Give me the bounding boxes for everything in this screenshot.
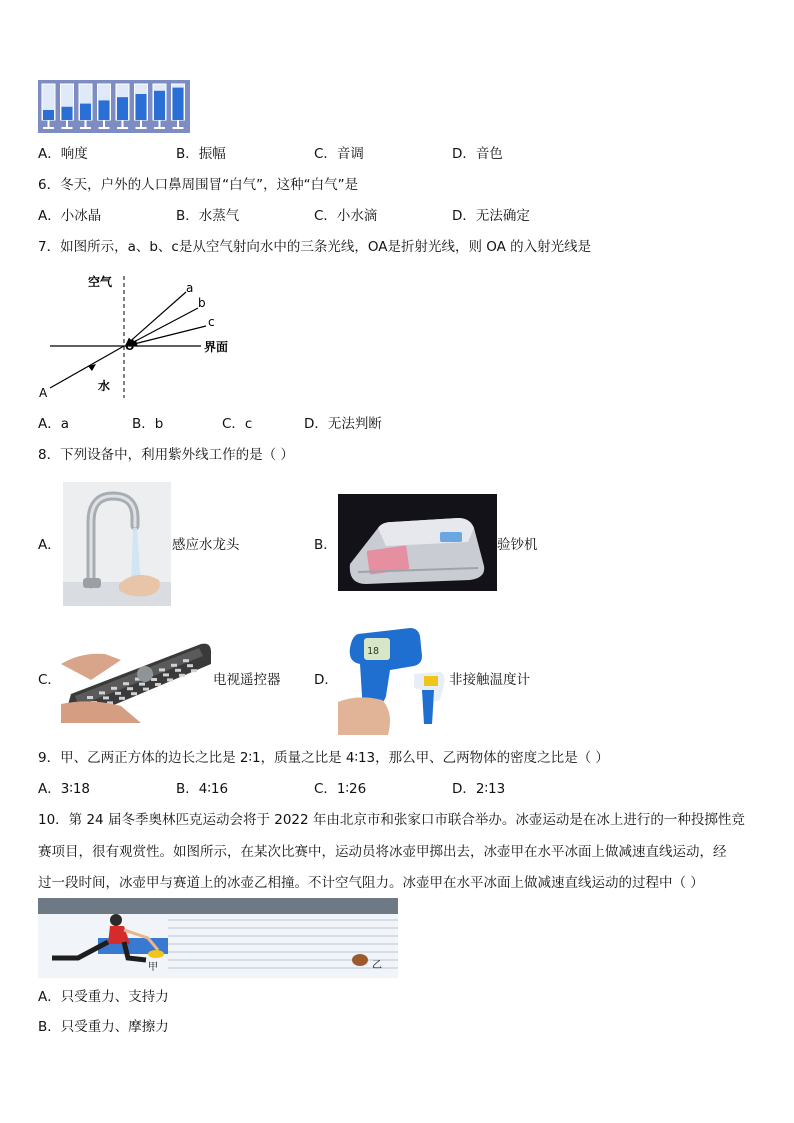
q5-option-a[interactable]: A．响度: [38, 146, 88, 162]
remote-key: [131, 692, 137, 695]
q8-stem: 8．下列设备中，利用紫外线工作的是（ ）: [38, 447, 294, 463]
air-label: 空气: [88, 275, 113, 289]
remote-key: [87, 696, 93, 699]
remote-key: [171, 664, 177, 667]
remote-key: [191, 669, 197, 672]
q10-option-b[interactable]: B．只受重力、摩擦力: [38, 1019, 169, 1035]
glass-water: [62, 107, 73, 120]
q8-option-b-caption: 验钞机: [497, 537, 538, 553]
q9-option-a[interactable]: A．3∶18: [38, 781, 91, 797]
ray-b: [128, 308, 198, 345]
remote-key: [155, 683, 161, 686]
glass-stem: [85, 120, 87, 128]
q8-option-b-letter[interactable]: B．: [314, 537, 337, 553]
glass-base: [80, 127, 91, 129]
glass-stem: [103, 120, 105, 128]
q6-option-c[interactable]: C．小水滴: [314, 208, 378, 224]
q7-option-d[interactable]: D．无法判断: [304, 416, 382, 432]
interface-label: 界面: [204, 340, 229, 354]
glass-base: [117, 127, 128, 129]
remote-key: [143, 688, 149, 691]
glass-water: [43, 110, 54, 120]
q6-option-a[interactable]: A．小冰晶: [38, 208, 102, 224]
stone-yi-label: 乙: [372, 960, 382, 971]
glass-stem: [140, 120, 142, 128]
q10-stem-line-2: 赛项目，很有观赏性。如图所示，在某次比赛中，运动员将冰壶甲掷出去，冰壶甲在水平冰面上做减速直线运动，经: [38, 844, 727, 860]
glass-base: [173, 127, 184, 129]
remote-key: [179, 674, 185, 677]
q5-option-c[interactable]: C．音调: [314, 146, 364, 162]
remote-key: [99, 691, 105, 694]
glass-water: [154, 91, 165, 120]
curling-image: [38, 898, 398, 978]
q7-option-c[interactable]: C．c: [222, 416, 253, 432]
ray-c-label: c: [208, 315, 215, 329]
q8-option-a-caption: 感应水龙头: [172, 537, 240, 553]
glass-water: [136, 94, 147, 120]
glass-water: [117, 97, 128, 120]
remote-key: [119, 697, 125, 700]
q10-stem-line-1: 10．第 24 届冬季奥林匹克运动会将于 2022 年由北京市和张家口市联合举办。冰壶运动是在冰上进行的一种投掷性竞: [38, 812, 745, 828]
remote-key: [187, 664, 193, 667]
glass-base: [43, 127, 54, 129]
q10-option-a[interactable]: A．只受重力、支持力: [38, 989, 169, 1005]
glass-stem: [66, 120, 68, 128]
glass-base: [99, 127, 110, 129]
refracted-ray: [50, 346, 124, 388]
glass-stem: [48, 120, 50, 128]
q5-option-b[interactable]: B．振幅: [176, 146, 226, 162]
glass-base: [62, 127, 73, 129]
glass-stem: [122, 120, 124, 128]
q6-option-b[interactable]: B．水蒸气: [176, 208, 240, 224]
glass-water: [80, 104, 91, 120]
svg-text:18: 18: [367, 646, 380, 657]
glasses-of-water-image: [38, 80, 190, 133]
q9-stem: 9．甲、乙两正方体的边长之比是 2∶1，质量之比是 4∶13，那么甲、乙两物体的密度之比是（ ）: [38, 750, 609, 766]
glass-base: [154, 127, 165, 129]
water-label: 水: [98, 379, 111, 393]
q8-option-c-letter[interactable]: C．: [38, 672, 61, 688]
q6-option-d[interactable]: D．无法确定: [452, 208, 530, 224]
refraction-svg: [36, 270, 246, 402]
origin-label: O: [125, 340, 135, 353]
q9-option-b[interactable]: B．4∶16: [176, 781, 229, 797]
q7-stem: 7．如图所示，a、b、c是从空气射向水中的三条光线，OA是折射光线，则 OA 的入射光线是: [38, 239, 592, 255]
currency-detector-image: [338, 494, 497, 591]
glass-water: [173, 88, 184, 120]
q8-option-d-letter[interactable]: D．: [314, 672, 338, 688]
q8-option-a-letter[interactable]: A．: [38, 537, 61, 553]
glass-stem: [177, 120, 179, 128]
remote-key: [183, 659, 189, 662]
remote-key: [103, 696, 109, 699]
remote-key: [175, 669, 181, 672]
remote-key: [123, 682, 129, 685]
sensor-faucet-image: [63, 482, 171, 606]
remote-key: [167, 678, 173, 681]
refracted-ray-label: A: [39, 386, 48, 400]
remote-key: [115, 692, 121, 695]
ray-c: [130, 326, 206, 345]
q8-option-c-caption: 电视遥控器: [213, 672, 281, 688]
remote-key: [139, 683, 145, 686]
q7-option-a[interactable]: A．a: [38, 416, 70, 432]
remote-key: [111, 687, 117, 690]
ray-a-label: a: [186, 281, 194, 295]
tv-remote-image: [61, 634, 213, 723]
glass-water: [99, 100, 110, 120]
q5-option-d[interactable]: D．音色: [452, 146, 503, 162]
q8-option-d-caption: 非接触温度计: [449, 672, 530, 688]
refraction-diagram: [36, 270, 246, 402]
remote-key: [163, 673, 169, 676]
ray-b-label: b: [198, 296, 206, 310]
remote-key: [127, 687, 133, 690]
q9-option-d[interactable]: D．2∶13: [452, 781, 506, 797]
q9-option-c[interactable]: C．1∶26: [314, 781, 367, 797]
glass-base: [136, 127, 147, 129]
remote-key: [159, 668, 165, 671]
infrared-thermometer-image: [338, 624, 449, 735]
q6-stem: 6．冬天，户外的人口鼻周围冒“白气”，这种“白气”是: [38, 177, 359, 193]
q10-stem-line-3: 过一段时间，冰壶甲与赛道上的冰壶乙相撞。不计空气阻力。冰壶甲在水平冰面上做减速直线运动的过程中（ ）: [38, 875, 704, 891]
stone-jia-label: 甲: [148, 962, 158, 973]
glass-stem: [159, 120, 161, 128]
q7-option-b[interactable]: B．b: [132, 416, 164, 432]
remote-key: [151, 678, 157, 681]
glasses-svg: [38, 80, 190, 133]
